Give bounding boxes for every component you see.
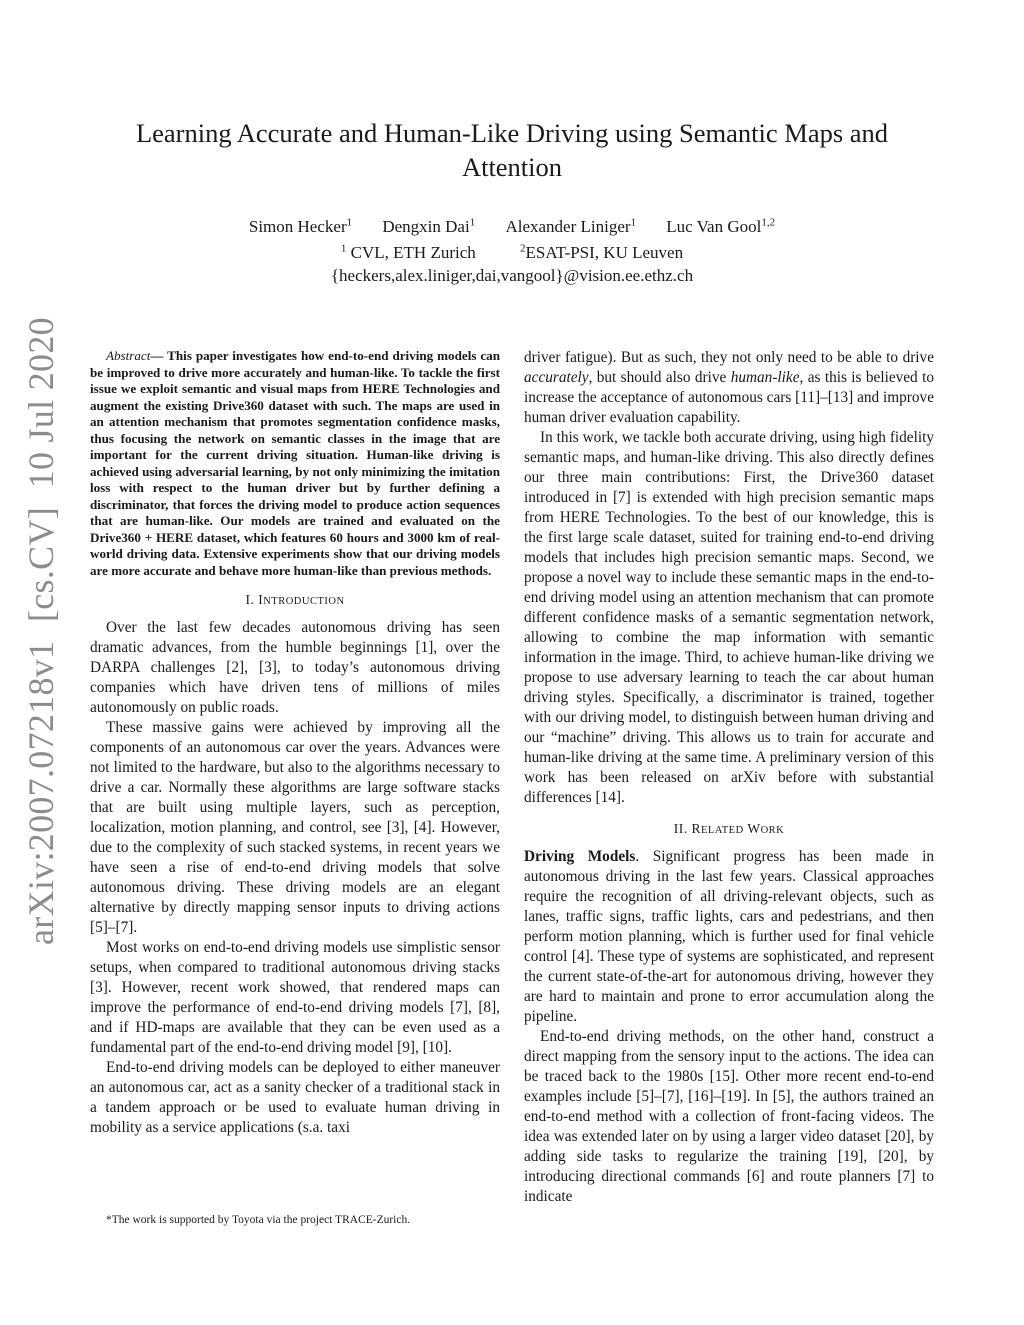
paragraph: End-to-end driving methods, on the other hand, construct a direct mapping from the sensory input to the actions. The idea can be traced back to the 1980s [15]. Other more recent end-to-end examples include [5]–[7], [16]–[19]. In [5], the authors trained an end-to-end method with a collection of front-facing videos. The idea was extended later on by using a larger video dataset [20], by adding side tasks to regularize the training [19], [20], by introducing directional commands [6] and route planners [7] to indicate (524, 1028, 934, 1205)
paragraph: Most works on end-to-end driving models use simplistic sensor setups, when compared to traditional autonomous driving stacks [3]. However, recent work showed, that rendered maps can improve the performance of end-to-end driving models [7], [8], and if HD-maps are available that they can be even used as a fundamental part of the end-to-end driving model [9], [10]. (90, 939, 500, 1056)
right-column (524, 348, 934, 1207)
paragraph: End-to-end driving models can be deployed to either maneuver an autonomous car, act as a sanity checker of a traditional stack in a tandem approach or be used to evaluate human driving in mobility as a service applications (s.a. taxi (90, 1059, 500, 1136)
abstract: Abstract— This paper investigates how end-to-end driving models can be improved to drive more accurately and human-like. To tackle the first issue we exploit semantic and visual maps from HERE Technologies and augment the existing Drive360 dataset with such. The maps are used in an attention mechanism that promotes segmentation confidence masks, thus focusing the network on semantic classes in the image that are important for the current driving situation. Human-like driving is achieved using adversarial learning, by not only minimizing the imitation loss with respect to the human driver but by further defining a discriminator, that forces the driving model to produce action sequences that are human-like. Our models are trained and evaluated on the Drive360 + HERE dataset, which features 60 hours and 3000 km of real-world driving data. Extensive experiments show that our driving models are more accurate and behave more human-like than previous methods. (90, 348, 500, 578)
paragraph: Driving Models. Significant progress has been made in autonomous driving in the last few years. Classical approaches require the recognition of all driving-relevant objects, such as lanes, traffic signs, traffic lights, cars and pedestrians, and then perform motion planning, which is further used for final vehicle control [4]. These type of systems are sophisticated, and represent the current state-of-the-art for autonomous driving, however they are hard to maintain and prone to error accumulation along the pipeline. (524, 848, 934, 1025)
paragraph: These massive gains were achieved by improving all the components of an autonomous car over the years. Advances were not limited to the hardware, but also to the algorithms necessary to drive a car. Normally these algorithms are large software stacks that are built using multiple layers, such as perception, localization, motion planning, and control, see [3], [4]. However, due to the complexity of such stacked systems, in recent years we have seen a rise of end-to-end driving models that solve autonomous driving. These driving models are an elegant alternative by directly mapping sensor inputs to driving actions [5]–[7]. (90, 719, 500, 936)
author-name: Dengxin Dai$^1$ (382, 216, 476, 236)
section-heading-introduction: I. INTRODUCTION (245, 592, 345, 607)
author-block (100, 211, 924, 287)
arxiv-stamp: arXiv:2007.07218v1 [cs.CV] 10 Jul 2020 (21, 317, 61, 945)
author-name: Alexander Liniger$^1$ (505, 216, 637, 236)
paragraph: driver fatigue). But as such, they not only need to be able to drive accurately, but should also drive human-like, as this is believed to increase the acceptance of autonomous cars [11]–[13] and improve human driver evaluation capability. (524, 349, 934, 426)
paragraph: Over the last few decades autonomous driving has seen dramatic advances, from the humble beginnings [1], over the DARPA challenges [2], [3], to today’s autonomous driving companies which have driven tens of millions of miles autonomously on public roads. (90, 619, 500, 716)
paper-title: Learning Accurate and Human-Like Driving using Semantic Maps and Attention (135, 118, 889, 182)
author-name: Simon Hecker$^1$ (248, 216, 353, 236)
left-column (90, 348, 500, 1138)
author-names (100, 211, 924, 238)
author-name: Luc Van Gool$^{1,2}$ (666, 216, 776, 236)
section-heading-related-work: II. RELATED WORK (673, 821, 785, 836)
affiliations: $^1$ CVL, ETH Zurich $^2$ESAT-PSI, KU Leuven (340, 242, 684, 263)
author-email: {heckers,alex.liniger,dai,vangool}@vision.ee.ethz.ch (330, 266, 694, 286)
paragraph: In this work, we tackle both accurate driving, using high fidelity semantic maps, and human-like driving. This also directly defines our three main contributions: First, the Drive360 dataset introduced in [7] is extended with high precision semantic maps from HERE Technologies. To the best of our knowledge, this is the first large scale dataset, suited for training end-to-end driving models that includes high precision semantic maps. Second, we propose a novel way to include these semantic maps in the end-to-end driving model using an attention mechanism that can promote different confidence masks of a semantic segmentation network, allowing to combine the map information with semantic information in the image. Third, to achieve human-like driving we propose to use adversary learning to teach the car about human driving styles. Specifically, a discriminator is trained, together with our driving model, to distinguish between human driving and our “machine” driving. This allows us to train for accurate and human-like driving at the same time. A preliminary version of this work has been released on arXiv before with substantial differences [14]. (524, 429, 934, 806)
footnote: *The work is supported by Toyota via the project TRACE-Zurich. (106, 1214, 411, 1226)
